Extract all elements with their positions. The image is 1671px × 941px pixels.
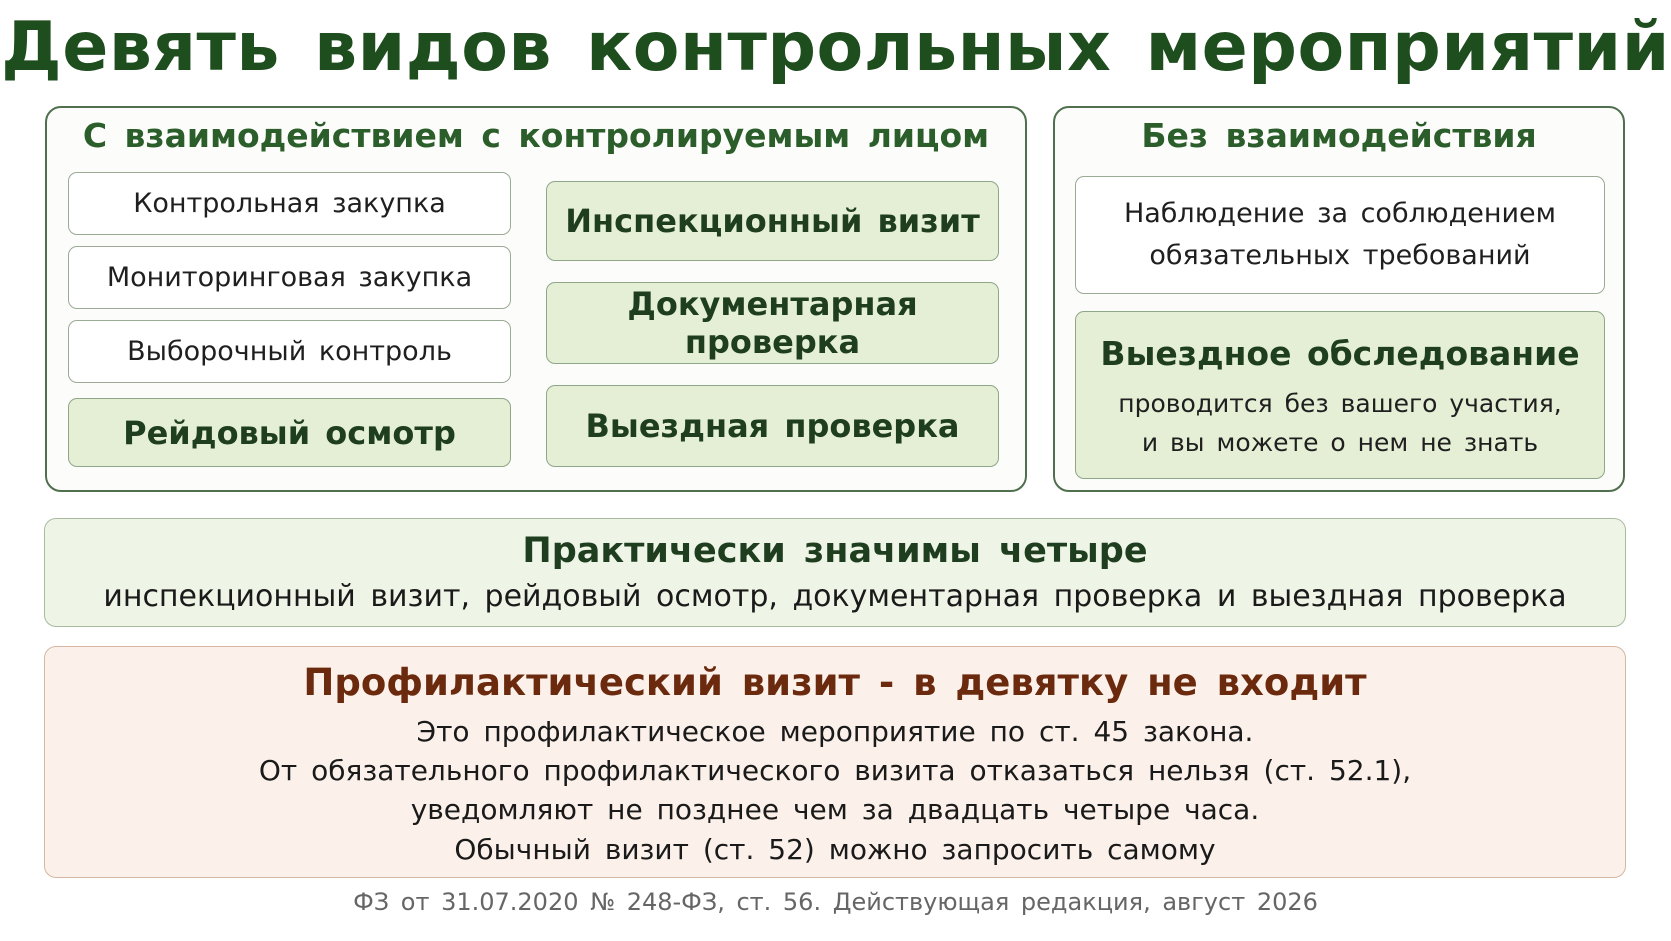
card-control-purchase: Контрольная закупка [68, 172, 511, 235]
practical-four-title: Практически значимы четыре [522, 531, 1148, 571]
practical-four-band [44, 518, 1626, 627]
compliance-observation-line-1: Наблюдение за соблюдением [1123, 198, 1557, 230]
preventive-visit-band [44, 646, 1626, 878]
onsite-survey-line-1: проводится без вашего участия, [1118, 388, 1562, 418]
card-raid-inspection: Рейдовый осмотр [68, 398, 511, 467]
card-inspection-visit: Инспекционный визит [546, 181, 999, 261]
preventive-line-3: уведомляют не позднее чем за двадцать четыре часа. [410, 793, 1260, 827]
card-onsite-check: Выездная проверка [546, 385, 999, 467]
card-selective-control: Выборочный контроль [68, 320, 511, 383]
card-documentary-check: Документарная проверка [546, 282, 999, 364]
page-title: Девять видов контрольных мероприятий [1, 8, 1670, 87]
without-interaction-title: Без взаимодействия [1141, 116, 1537, 155]
without-interaction-panel [1053, 106, 1625, 492]
card-onsite-survey [1075, 311, 1605, 479]
preventive-visit-text [45, 712, 1625, 869]
compliance-observation-line-2: обязательных требований [1149, 240, 1531, 271]
card-monitoring-purchase: Мониторинговая закупка [68, 246, 511, 309]
onsite-survey-title: Выездное обследование [1100, 333, 1580, 373]
preventive-line-2: От обязательного профилактического визита отказаться нельзя (ст. 52.1), [258, 754, 1412, 788]
practical-four-text: инспекционный визит, рейдовый осмотр, документарная проверка и выездная проверка [103, 579, 1567, 614]
onsite-survey-line-2: и вы можете о нем не знать [1141, 427, 1539, 457]
preventive-line-4: Обычный визит (ст. 52) можно запросить самому [454, 832, 1216, 866]
footer-citation: ФЗ от 31.07.2020 № 248-ФЗ, ст. 56. Действующая редакция, август 2026 [353, 888, 1318, 916]
preventive-visit-title: Профилактический визит - в девятку не входит [303, 661, 1367, 704]
with-interaction-panel [45, 106, 1027, 492]
preventive-line-1: Это профилактическое мероприятие по ст. 45 закона. [416, 715, 1254, 748]
card-compliance-observation [1075, 176, 1605, 294]
with-interaction-title: С взаимодействием с контролируемым лицом [82, 116, 990, 155]
